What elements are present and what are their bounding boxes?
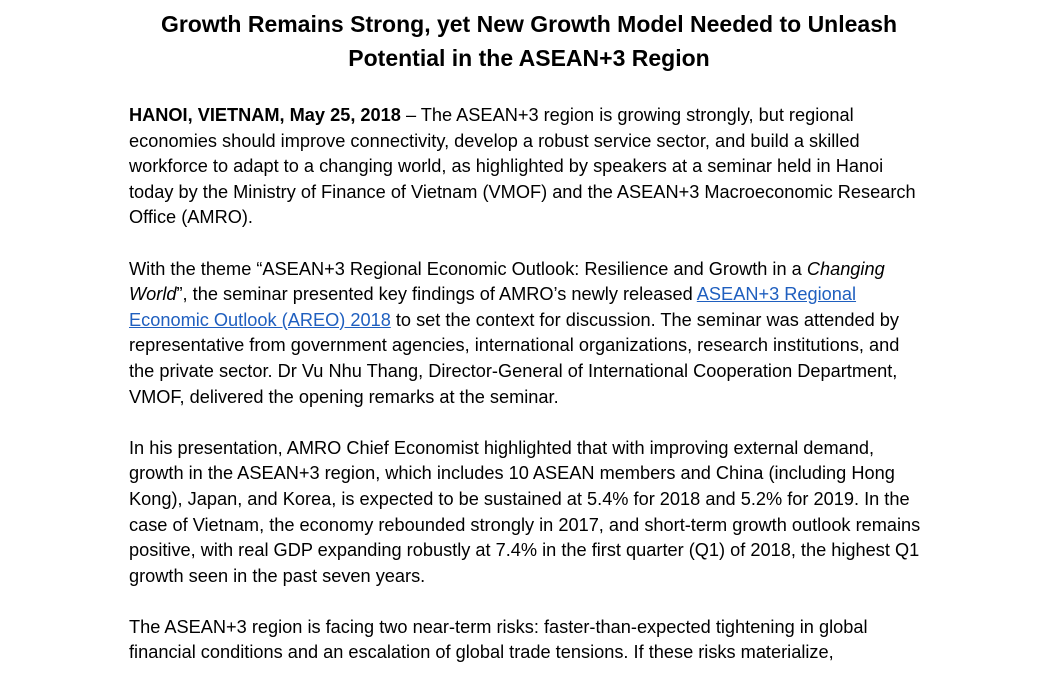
paragraph-3: In his presentation, AMRO Chief Economist highlighted that with improving external demand, growth in the ASEAN+3 region, which includes 10 ASEAN members and China (including Hong Kong), Japan, and Korea, is expected to be sustained at 5.4% for 2018 and 5.2% for 2019. In the case of Vietnam, the economy rebounded strongly in 2017, and short-term growth outlook remains positive, with real GDP expanding robustly at 7.4% in the first quarter (Q1) of 2018, the highest Q1 growth seen in the past seven years. bbox=[129, 437, 921, 586]
title-line-2: Potential in the ASEAN+3 Region bbox=[348, 45, 710, 71]
paragraph-2-rest: to set the context for discussion. The seminar was attended by representative from government agencies, international organizations, research institutions, and the private sector. Dr Vu Nhu Thang, Director-General of International Cooperation Department, VMOF, delivered the opening remarks at the seminar. bbox=[129, 309, 900, 407]
paragraph-1 bbox=[129, 103, 929, 231]
title-line-1: Growth Remains Strong, yet New Growth Model Needed to Unleash bbox=[160, 11, 898, 37]
dateline: HANOI, VIETNAM, May 25, 2018 bbox=[129, 105, 401, 125]
paragraph-4: The ASEAN+3 region is facing two near-term risks: faster-than-expected tightening in global financial conditions and an escalation of global trade tensions. If these risks materialize, bbox=[129, 616, 868, 663]
areo-2018-link[interactable]: ASEAN+3 Regional Economic Outlook (AREO) 2018 bbox=[129, 284, 857, 330]
document-title bbox=[0, 7, 1058, 75]
paragraph-2 bbox=[129, 257, 929, 411]
paragraph-2-italic: Changing World bbox=[129, 258, 885, 305]
paragraph-2-lead: With the theme “ASEAN+3 Regional Economic Outlook: Resilience and Growth in a bbox=[129, 258, 807, 279]
paragraph-1-text: – The ASEAN+3 region is growing strongly, but regional economies should improve connectivity, develop a robust service sector, and build a skilled workforce to adapt to a changing world, as highlighted by speakers at a seminar held in Hanoi today by the Ministry of Finance of Vietnam (VMOF) and the ASEAN+3 Macroeconomic Research Office (AMRO). bbox=[129, 105, 916, 228]
document-body bbox=[129, 103, 929, 692]
paragraph-2-after-italic: ”, the seminar presented key findings of AMRO’s newly released bbox=[176, 284, 697, 305]
